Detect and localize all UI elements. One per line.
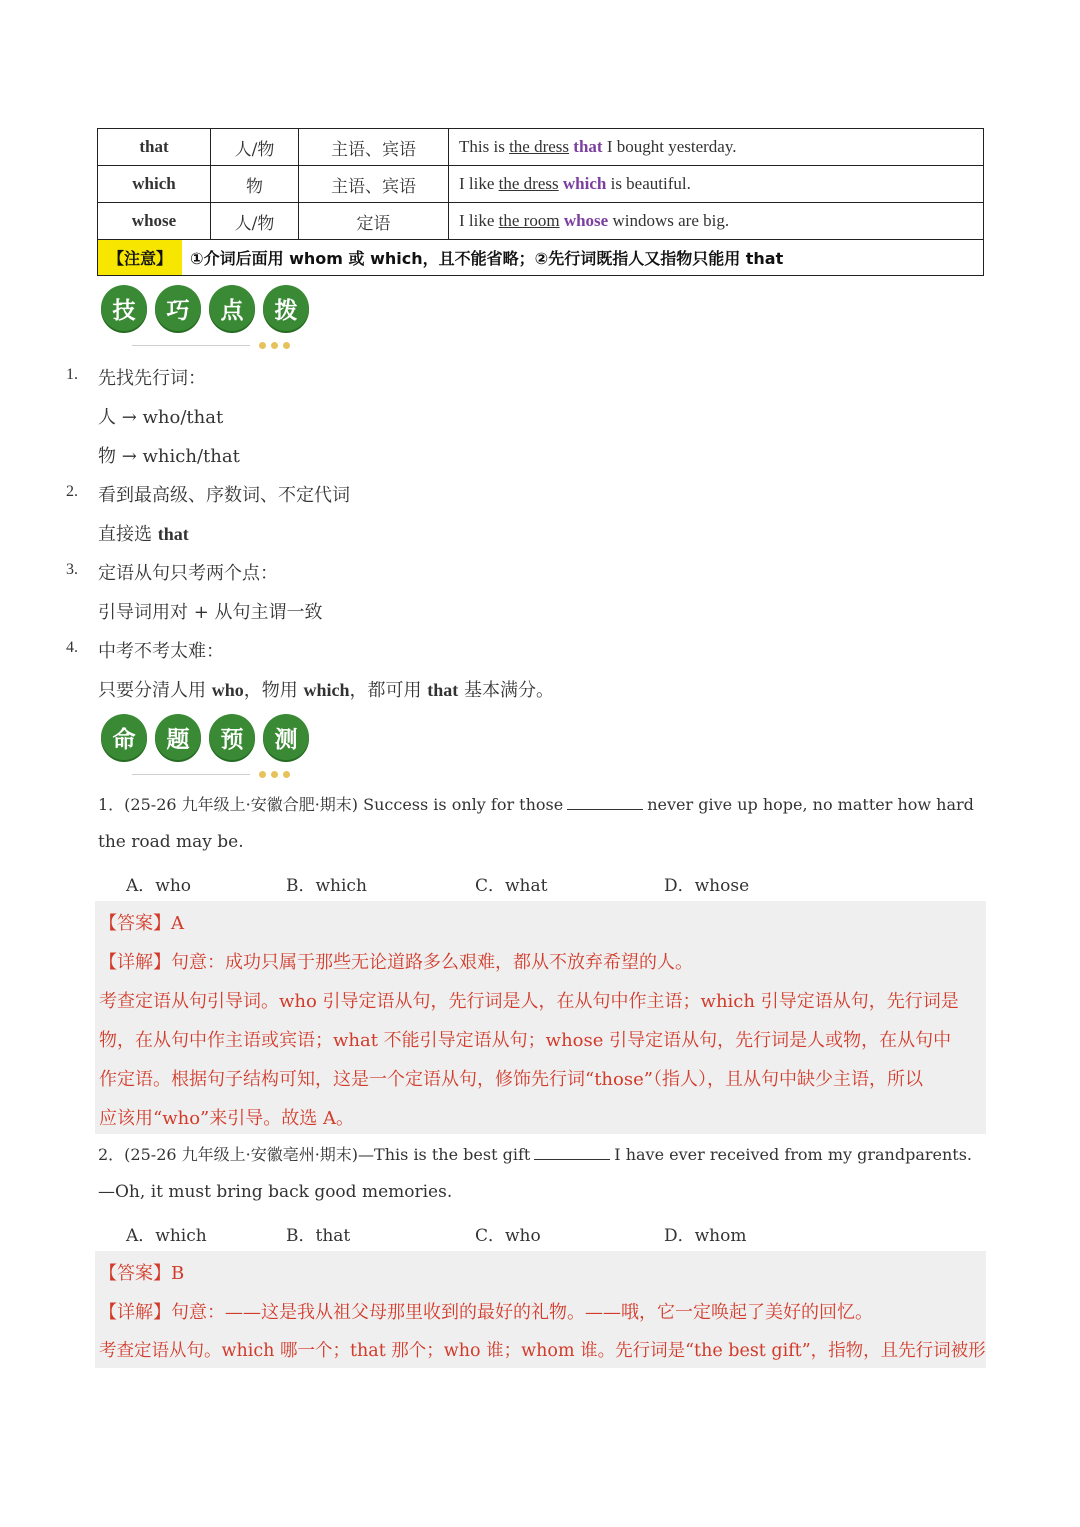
question-stem-cont: the road may be.: [98, 832, 244, 852]
example-relative: that: [573, 137, 603, 156]
question-stem-cont: —Oh, it must bring back good memories.: [98, 1182, 453, 1202]
option-c: C．what: [475, 876, 548, 896]
list-number: 2.: [66, 483, 78, 500]
example-antecedent: the room: [498, 211, 560, 230]
heading-badge: 技: [101, 285, 147, 331]
explain-line: 应该用“who”来引导。故选 A。: [99, 1108, 354, 1129]
example-cell: [449, 166, 984, 203]
table-row: [98, 166, 984, 203]
tip-title: 先找先行词：: [98, 368, 206, 389]
antecedent-cell: 物: [211, 166, 299, 203]
question-stem: 2．(25-26 九年级上·安徽亳州·期末)—This is the best gift I have ever received from my grandparents.: [98, 1145, 973, 1164]
explain-line: 物，在从句中作主语或宾语；what 不能引导定语从句；whose 引导定语从句，先行词是人或物，在从句中: [99, 1030, 952, 1051]
example-antecedent: the dress: [509, 137, 570, 156]
note-cell: [98, 240, 984, 276]
table-row: [98, 203, 984, 240]
tip-title: 定语从句只考两个点：: [98, 563, 278, 584]
pronoun-cell: whose: [98, 203, 211, 240]
answer-box: [95, 901, 986, 1134]
role-cell: 定语: [299, 203, 449, 240]
tip-line: 人 → who/that: [98, 407, 224, 428]
explain-line: 作定语。根据句子结构可知，这是一个定语从句，修饰先行词“those”（指人），且从句中缺少主语，所以: [99, 1069, 923, 1090]
option-b: B．which: [286, 876, 367, 896]
note-tag: 【注意】: [98, 240, 182, 275]
heading-badge: 预: [209, 714, 255, 760]
example-pre: This is: [459, 137, 510, 156]
heading-badge: 题: [155, 714, 201, 760]
heading-badge: 拨: [263, 285, 309, 331]
antecedent-cell: 人/物: [211, 203, 299, 240]
list-number: 1.: [66, 366, 78, 383]
heading-badge: 巧: [155, 285, 201, 331]
option-d: D．whom: [664, 1226, 747, 1246]
option-a: A．who: [126, 876, 192, 896]
example-post: is beautiful.: [606, 174, 691, 193]
tip-line: 物 → which/that: [98, 446, 240, 467]
option-c: C．who: [475, 1226, 541, 1246]
example-relative: which: [562, 174, 607, 193]
option-a: A．which: [126, 1226, 207, 1246]
tip-title: 看到最高级、序数词、不定代词: [98, 485, 350, 506]
option-b: B．that: [286, 1226, 351, 1246]
example-pre: I like: [459, 211, 499, 230]
example-post: windows are big.: [608, 211, 730, 230]
role-cell: 主语、宾语: [299, 166, 449, 203]
dots-decoration: [259, 342, 290, 349]
explain-line: 考查定语从句引导词。who 引导定语从句，先行词是人，在从句中作主语；which 引导定语从句，先行词是: [99, 991, 959, 1012]
question-stem: 1．(25-26 九年级上·安徽合肥·期末) Success is only for those never give up hope, no matter how hard: [98, 795, 974, 814]
heading-decoration: [132, 771, 290, 778]
note-text: ①介词后面用 whom 或 which，且不能省略；②先行词既指人又指物只能用 that: [190, 249, 784, 268]
explain-line: 【详解】句意：成功只属于那些无论道路多么艰难，都从不放弃希望的人。: [99, 952, 693, 973]
explain-line: 【详解】句意：——这是我从祖父母那里收到的最好的礼物。——哦，它一定唤起了美好的回忆。: [99, 1302, 873, 1323]
example-cell: [449, 129, 984, 166]
example-relative: whose: [563, 211, 609, 230]
note-row: [98, 240, 984, 276]
tip-line: 直接选 that: [98, 524, 189, 545]
answer-box: [95, 1251, 986, 1368]
table-row: [98, 129, 984, 166]
divider: [132, 345, 250, 346]
dots-decoration: [259, 771, 290, 778]
example-post: I bought yesterday.: [602, 137, 737, 156]
heading-badge: 命: [101, 714, 147, 760]
example-pre: I like: [459, 174, 499, 193]
tip-line: 引导词用对 + 从句主谓一致: [98, 602, 323, 623]
option-d: D．whose: [664, 876, 750, 896]
relative-pronoun-table: [97, 128, 984, 276]
tip-title: 中考不考太难：: [98, 641, 224, 662]
antecedent-cell: 人/物: [211, 129, 299, 166]
example-cell: [449, 203, 984, 240]
explain-line: 考查定语从句。which 哪一个；that 那个；who 谁；whom 谁。先行词是“the best gift”，指物，且先行词被形: [99, 1341, 986, 1361]
heading-decoration: [132, 342, 290, 349]
section-heading-prediction: [101, 714, 309, 760]
heading-badge: 点: [209, 285, 255, 331]
heading-badge: 测: [263, 714, 309, 760]
section-heading-tips: [101, 285, 309, 331]
answer-label: 【答案】A: [99, 913, 184, 934]
list-number: 4.: [66, 639, 78, 656]
example-antecedent: the dress: [498, 174, 559, 193]
divider: [132, 774, 250, 775]
role-cell: 主语、宾语: [299, 129, 449, 166]
answer-label: 【答案】B: [99, 1263, 185, 1284]
tip-line: 只要分清人用 who，物用 which，都可用 that 基本满分。: [98, 680, 554, 701]
answer-blank: [534, 1145, 610, 1160]
list-number: 3.: [66, 561, 78, 578]
pronoun-cell: that: [98, 129, 211, 166]
pronoun-cell: which: [98, 166, 211, 203]
answer-blank: [567, 795, 643, 810]
